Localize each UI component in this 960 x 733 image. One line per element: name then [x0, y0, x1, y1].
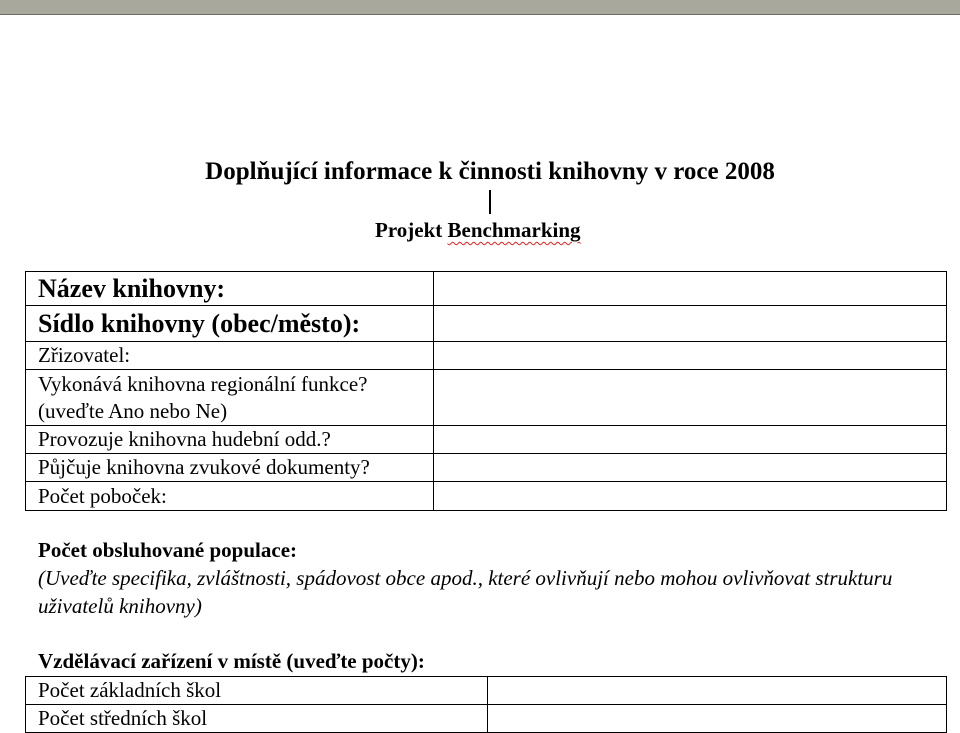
music-department-label: Provozuje knihovna hudební odd.?	[26, 426, 434, 454]
population-heading: Počet obsluhované populace:	[38, 538, 298, 562]
education-heading: Vzdělávací zařízení v místě (uveďte počty):	[38, 649, 425, 673]
branches-count-label: Počet poboček:	[26, 482, 434, 511]
window-top-bar	[0, 0, 960, 15]
library-name-field[interactable]	[434, 272, 947, 306]
audio-documents-field[interactable]	[434, 454, 947, 482]
founder-field[interactable]	[434, 342, 947, 370]
primary-schools-field[interactable]	[488, 677, 947, 705]
secondary-schools-label: Počet středních škol	[26, 705, 488, 733]
education-table	[25, 676, 947, 733]
primary-schools-label: Počet základních škol	[26, 677, 488, 705]
library-seat-label: Sídlo knihovny (obec/město):	[26, 306, 434, 342]
text-cursor	[489, 190, 491, 214]
music-department-field[interactable]	[434, 426, 947, 454]
table-row	[26, 306, 947, 342]
library-seat-field[interactable]	[434, 306, 947, 342]
library-info-table	[25, 271, 947, 511]
branches-count-field[interactable]	[434, 482, 947, 511]
subtitle-word-spellcheck[interactable]: Benchmarking	[447, 218, 581, 242]
table-row	[26, 482, 947, 511]
regional-function-label	[26, 370, 434, 426]
table-row	[26, 677, 947, 705]
population-note: (Uveďte specifika, zvláštnosti, spádovost obce apod., které ovlivňují nebo mohou ovlivňovat strukturu uživatelů knihovny)	[38, 566, 893, 618]
table-row	[26, 454, 947, 482]
document-subtitle	[375, 218, 581, 243]
founder-label: Zřizovatel:	[26, 342, 434, 370]
table-row	[26, 370, 947, 426]
audio-documents-label: Půjčuje knihovna zvukové dokumenty?	[26, 454, 434, 482]
subtitle-prefix: Projekt	[375, 218, 448, 242]
secondary-schools-field[interactable]	[488, 705, 947, 733]
table-row	[26, 426, 947, 454]
table-row	[26, 342, 947, 370]
table-row	[26, 272, 947, 306]
document-title: Doplňující informace k činnosti knihovny v roce 2008	[205, 158, 775, 185]
regional-function-field[interactable]	[434, 370, 947, 426]
regional-function-hint: (uveďte Ano nebo Ne)	[38, 398, 228, 423]
regional-function-question: Vykonává knihovna regionální funkce?	[38, 371, 368, 396]
table-row	[26, 705, 947, 733]
library-name-label: Název knihovny:	[26, 272, 434, 306]
